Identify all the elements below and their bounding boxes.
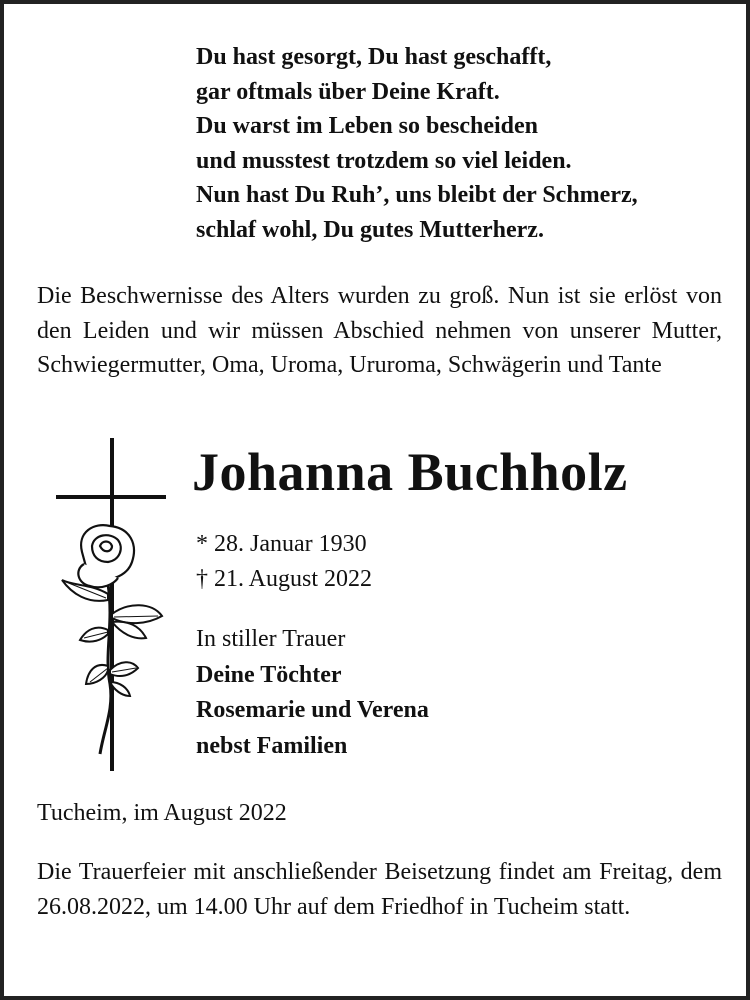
poem-line: schlaf wohl, Du gutes Mutterherz. bbox=[196, 216, 544, 243]
mourners-line: nebst Familien bbox=[196, 732, 348, 759]
poem-line: Du hast gesorgt, Du hast geschafft, bbox=[196, 44, 552, 70]
cross-with-rose-icon bbox=[52, 434, 172, 774]
poem-line: Nun hast Du Ruh’, uns bleibt der Schmerz, bbox=[196, 182, 638, 208]
funeral-info: Die Trauerfeier mit anschließender Beisetzung findet am Freitag, dem 26.08.2022, um 14.00 Uhr auf dem Friedhof in Tucheim statt. bbox=[37, 859, 722, 920]
life-dates bbox=[196, 527, 372, 597]
poem-line: gar oftmals über Deine Kraft. bbox=[196, 78, 500, 105]
birth-date: * 28. Januar 1930 bbox=[196, 531, 367, 557]
mourners-line: Rosemarie und Verena bbox=[196, 697, 429, 723]
poem-line: Du warst im Leben so bescheiden bbox=[196, 113, 539, 139]
death-date: † 21. August 2022 bbox=[196, 566, 373, 592]
mourners-block bbox=[196, 622, 429, 764]
place-date: Tucheim, im August 2022 bbox=[37, 800, 287, 826]
deceased-name: Johanna Buchholz bbox=[192, 442, 628, 502]
poem bbox=[196, 40, 638, 247]
mourners-intro: In stiller Trauer bbox=[196, 626, 346, 652]
poem-line: und musstest trotzdem so viel leiden. bbox=[196, 147, 572, 174]
mourners-line: Deine Töchter bbox=[196, 661, 342, 688]
intro-text: Die Beschwernisse des Alters wurden zu groß. Nun ist sie erlöst von den Leiden und wir müssen Abschied nehmen von unserer Mutter, Schwiegermutter, Oma, Uroma, Ururoma, Schwägerin und Tante bbox=[37, 283, 722, 378]
